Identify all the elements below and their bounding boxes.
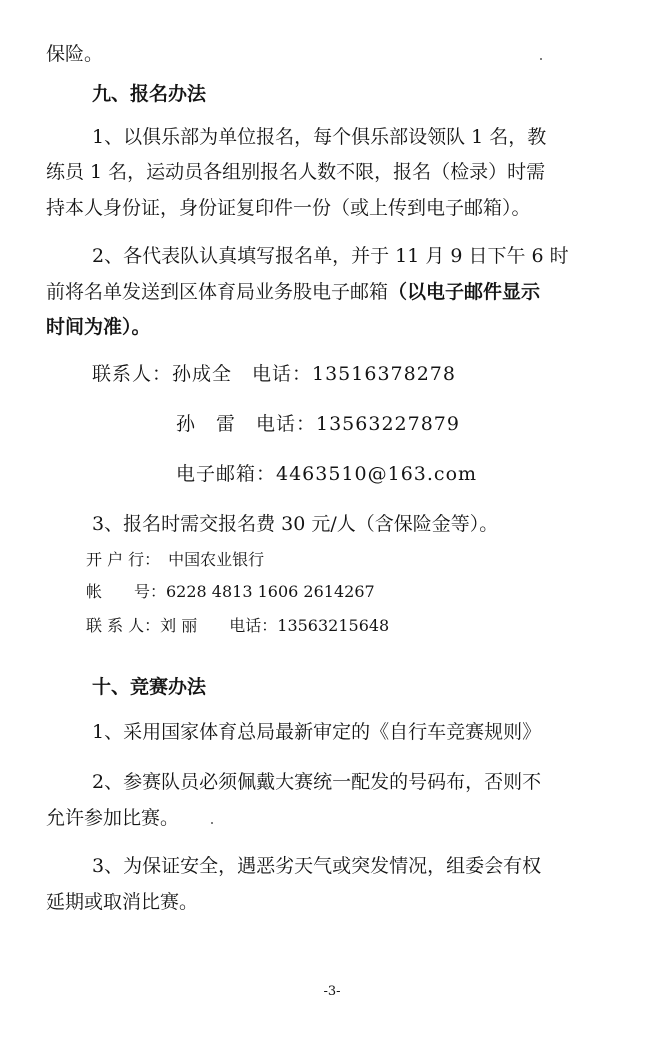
section-heading-10: 十、竞赛办法	[92, 676, 207, 698]
text-line: 1、以俱乐部为单位报名，每个俱乐部设领队 1 名，教	[92, 126, 547, 148]
contact-line: 孙 雷 电话：13563227879	[176, 413, 460, 435]
text-line: 1、采用国家体育总局最新审定的《自行车竞赛规则》	[92, 721, 542, 743]
scan-speck	[540, 58, 542, 60]
bold-text-line: 时间为准）。	[46, 316, 151, 338]
page-number: -3-	[323, 984, 341, 999]
text-segment: 前将名单发送到区体育局业务股电子邮箱	[46, 281, 389, 303]
text-line: 持本人身份证，身份证复印件一份（或上传到电子邮箱）。	[46, 197, 531, 219]
contact-line: 联系人：孙成全 电话：13516378278	[92, 363, 456, 385]
text-line: 练员 1 名，运动员各组别报名人数不限，报名（检录）时需	[46, 161, 546, 183]
text-line: 3、为保证安全，遇恶劣天气或突发情况，组委会有权	[92, 855, 542, 877]
text-line: 3、报名时需交报名费 30 元/人（含保险金等）。	[92, 513, 499, 535]
text-line: 保险。	[46, 43, 104, 65]
email-line: 电子邮箱：4463510@163.com	[176, 463, 478, 485]
section-heading-9: 九、报名办法	[92, 83, 207, 105]
bold-text-segment: （以电子邮件显示	[388, 281, 541, 303]
bank-line: 开 户 行： 中国农业银行	[86, 550, 265, 569]
contact-line: 联 系 人：刘 丽 电话：13563215648	[86, 616, 390, 635]
text-line: 2、各代表队认真填写报名单，并于 11 月 9 日下午 6 时	[92, 245, 569, 267]
text-line: 允许参加比赛。	[46, 807, 180, 829]
text-line	[46, 280, 540, 304]
text-line: 延期或取消比赛。	[46, 891, 199, 913]
account-line: 帐 号：6228 4813 1606 2614267	[86, 582, 375, 601]
scan-speck	[211, 822, 213, 824]
text-line: 2、参赛队员必须佩戴大赛统一配发的号码布，否则不	[92, 771, 542, 793]
